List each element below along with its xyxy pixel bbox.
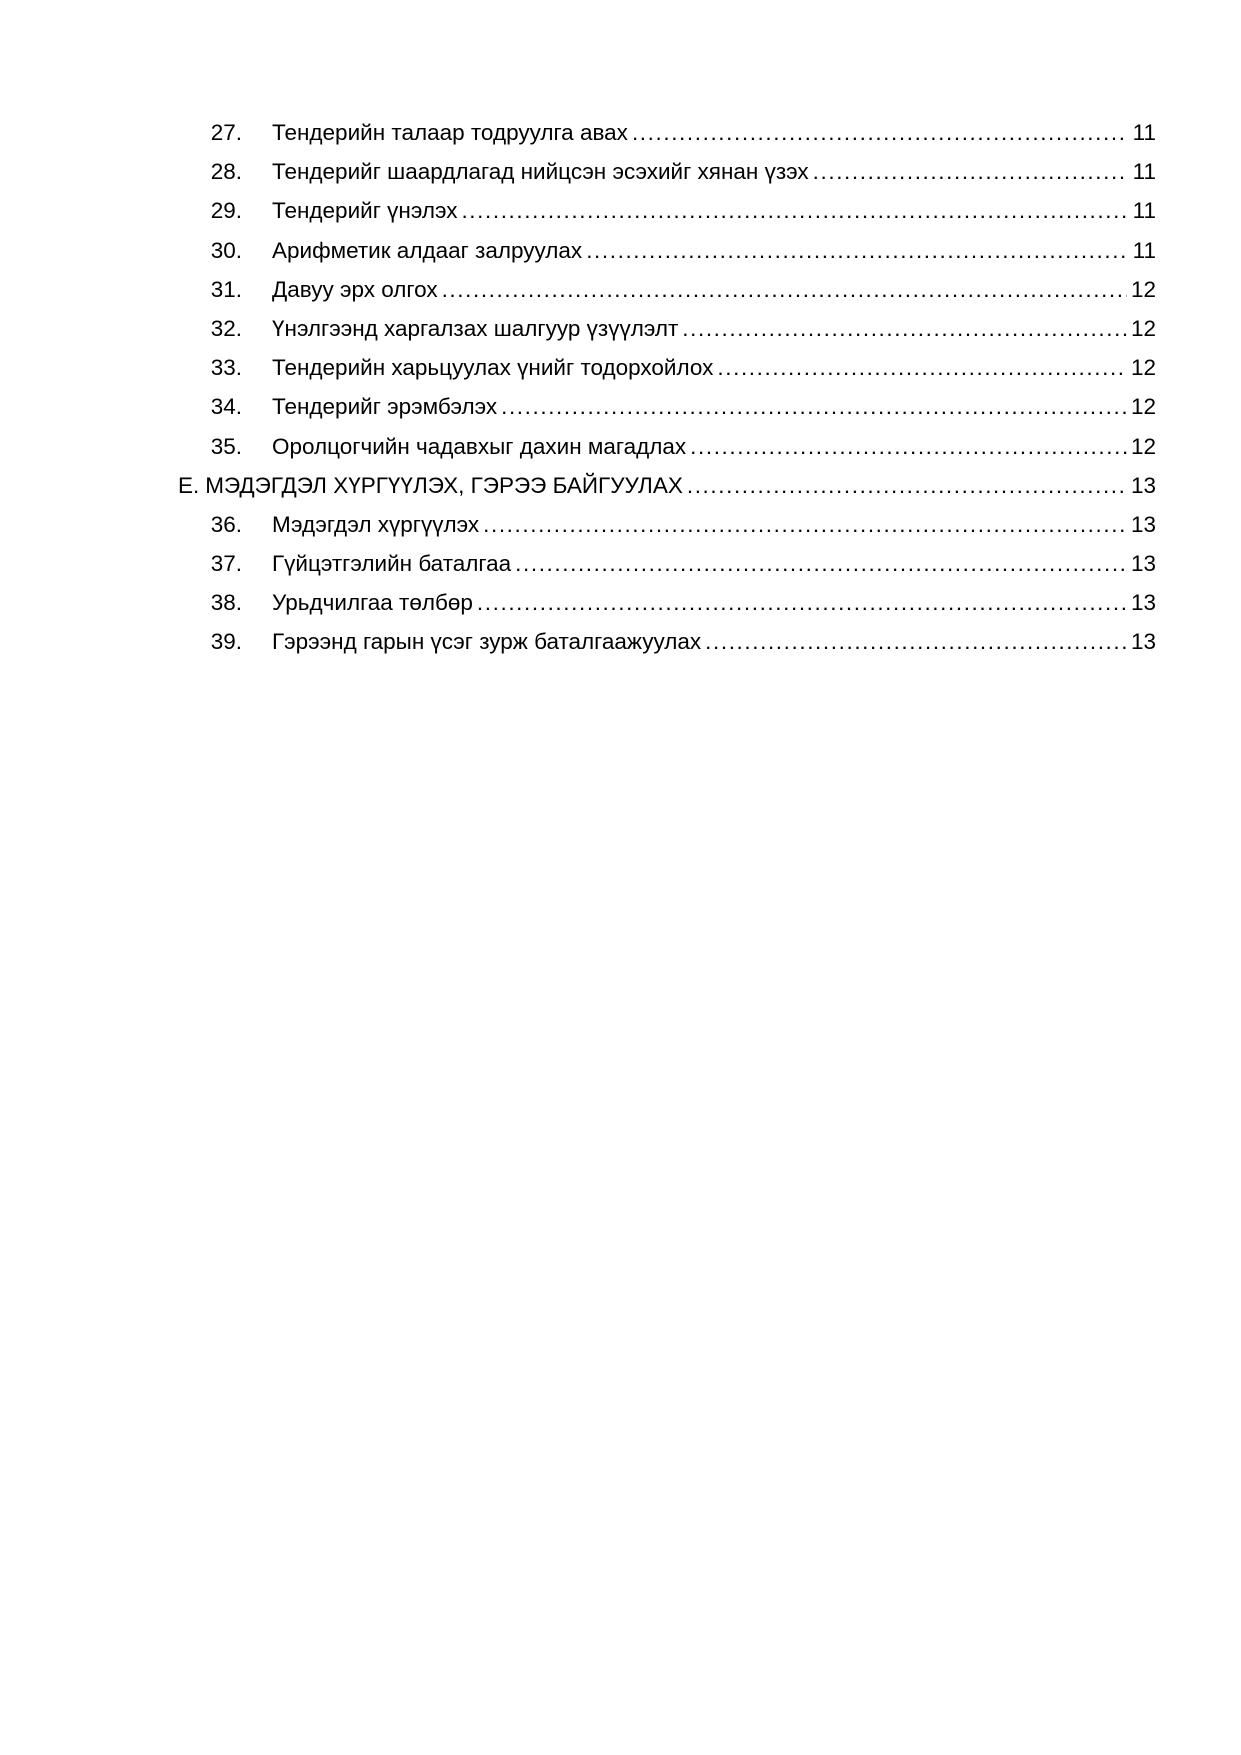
toc-entry-page: 11: [1132, 159, 1156, 185]
toc-entry-page: 13: [1130, 590, 1156, 616]
table-of-contents: [178, 113, 1156, 662]
toc-entry-page: 13: [1130, 629, 1156, 655]
toc-entry-number: 30.: [210, 237, 242, 263]
toc-dot-leader: [690, 427, 1127, 466]
toc-entry-number: 34.: [210, 394, 242, 420]
toc-section-letter: Е.: [178, 472, 200, 498]
toc-dot-leader: [632, 113, 1127, 152]
toc-dot-leader: [682, 309, 1127, 348]
toc-dot-leader: [515, 544, 1127, 583]
toc-entry-number: 38.: [210, 590, 242, 616]
toc-entry-page: 12: [1130, 394, 1156, 420]
toc-entry-page: 13: [1130, 551, 1156, 577]
toc-dot-leader: [813, 152, 1127, 191]
toc-entry-number: 33.: [210, 355, 242, 381]
toc-dot-leader: [717, 348, 1127, 387]
toc-dot-leader: [483, 505, 1127, 544]
toc-entry-number: 37.: [210, 551, 242, 577]
toc-section-title: МЭДЭГДЭЛ ХҮРГҮҮЛЭХ, ГЭРЭЭ БАЙГУУЛАХ: [205, 472, 683, 498]
toc-entry-number: 35.: [210, 433, 242, 459]
toc-entry-33[interactable]: [178, 348, 1156, 387]
toc-entry-title: Гэрээнд гарын үсэг зурж баталгаажуулах: [272, 629, 702, 655]
toc-entry-page: 12: [1130, 315, 1156, 341]
toc-entry-page: 12: [1130, 433, 1156, 459]
toc-entry-number: 31.: [210, 276, 242, 302]
toc-entry-number: 32.: [210, 315, 242, 341]
toc-entry-title: Арифметик алдааг залруулах: [272, 237, 583, 263]
toc-entry-page: 12: [1130, 355, 1156, 381]
toc-entry-number: 29.: [210, 198, 242, 224]
toc-entry-title: Гүйцэтгэлийн баталгаа: [272, 551, 512, 577]
toc-entry-page: 13: [1130, 511, 1156, 537]
toc-entry-37[interactable]: [178, 544, 1156, 583]
toc-entry-number: 36.: [210, 511, 242, 537]
toc-entry-number: 27.: [210, 120, 242, 145]
toc-entry-number: 39.: [210, 629, 242, 655]
toc-entry-title: Мэдэгдэл хүргүүлэх: [272, 511, 480, 537]
toc-dot-leader: [501, 387, 1127, 426]
toc-entry-title: Тендерийн талаар тодруулга авах: [272, 120, 628, 145]
toc-entry-31[interactable]: [178, 270, 1156, 309]
toc-entry-title: Тендерийг эрэмбэлэх: [272, 394, 498, 420]
toc-entry-page: 11: [1132, 198, 1156, 224]
toc-dot-leader: [586, 231, 1127, 270]
toc-entry-title: Давуу эрх олгох: [272, 276, 438, 302]
toc-dot-leader: [461, 191, 1127, 230]
toc-entry-29[interactable]: [178, 191, 1156, 230]
toc-entry-page: 11: [1132, 120, 1156, 145]
toc-entry-page: 11: [1132, 237, 1156, 263]
toc-entry-30[interactable]: [178, 231, 1156, 270]
toc-dot-leader: [687, 466, 1127, 505]
toc-entry-34[interactable]: [178, 387, 1156, 426]
toc-dot-leader: [442, 270, 1127, 309]
toc-entry-number: 28.: [210, 159, 242, 185]
toc-entry-27[interactable]: [178, 113, 1156, 152]
toc-dot-leader: [477, 583, 1127, 622]
toc-entry-title: Урьдчилгаа төлбөр: [272, 590, 473, 616]
toc-entry-title: Үнэлгээнд харгалзах шалгуур үзүүлэлт: [272, 315, 679, 341]
toc-entry-39[interactable]: [178, 622, 1156, 661]
toc-entry-32[interactable]: [178, 309, 1156, 348]
toc-entry-title: Тендерийн харьцуулах үнийг тодорхойлох: [272, 355, 714, 381]
toc-entry-title: Оролцогчийн чадавхыг дахин магадлах: [272, 433, 687, 459]
toc-entry-page: 13: [1130, 472, 1156, 498]
toc-entry-title: Тендерийг шаардлагад нийцсэн эсэхийг хянан үзэх: [272, 159, 809, 185]
toc-dot-leader: [705, 622, 1127, 661]
toc-entry-page: 12: [1130, 276, 1156, 302]
toc-entry-35[interactable]: [178, 427, 1156, 466]
toc-entry-title: Тендерийг үнэлэх: [272, 198, 458, 224]
toc-entry-36[interactable]: [178, 505, 1156, 544]
toc-entry-38[interactable]: [178, 583, 1156, 622]
toc-entry-28[interactable]: [178, 152, 1156, 191]
toc-section-e[interactable]: [178, 466, 1156, 505]
